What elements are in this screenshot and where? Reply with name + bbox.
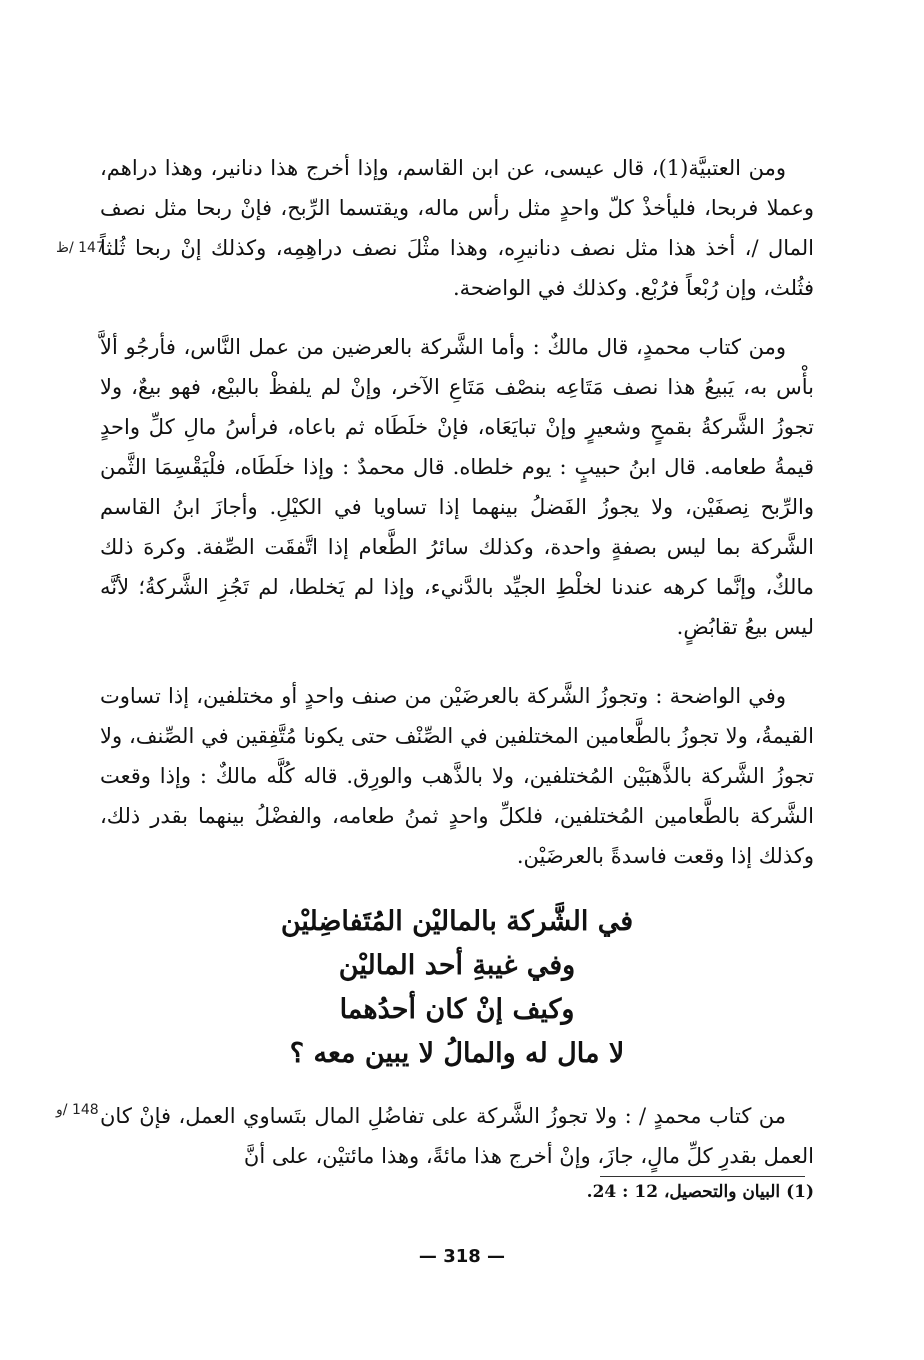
heading-line-1: في الشَّركة بالماليْن المُتَفاضِليْن	[280, 906, 634, 937]
paragraph-4-text: من كتاب محمدٍ / : ولا تجوزُ الشَّركة على تفاضُلِ المال بتَساوي العمل، فإنْ كان العمل بقدرِ كلِّ مالٍ، جازَ، وإنْ أخرج هذا مائةً، وهذا مائتيْن، على أنَّ	[100, 1104, 814, 1168]
footnote: (1) البيان والتحصيل، 12 : 24.	[586, 1182, 814, 1202]
heading-line-3: وكيف إنْ كان أحدُهما	[339, 994, 575, 1025]
paragraph-2	[100, 327, 814, 661]
paragraph-1-text: ومن العتبيَّة(1)، قال عيسى، عن ابن القاسم، وإذا أخرج هذا دنانير، وهذا دراهم، وعملا فربحا، فليأخذْ كلّ واحدٍ مثل رأس ماله، ويقتسما الرِّبح، فإنْ ربحا مثل نصف المال /، أخذ هذا مثل نصف دنانيرِه، وهذا مثْلَ نصف دراهِمِه، وكذلك إنْ ربحا ثُلثاً فثُلث، وإن رُبْعاً فرُبْع. وكذلك في الواضحة.	[100, 156, 814, 300]
section-heading	[100, 900, 814, 1076]
heading-line-4: لا مال له والمالُ لا يبين معه ؟	[289, 1038, 625, 1069]
page-number: — 318 —	[418, 1246, 506, 1267]
footnote-divider	[600, 1176, 805, 1177]
paragraph-1	[100, 148, 814, 322]
margin-folio-note: 147 /ظ	[56, 240, 105, 256]
margin-folio-note-2: 148 /و	[56, 1102, 99, 1118]
paragraph-3-text: وفي الواضحة : وتجوزُ الشَّركة بالعرضَيْن من صنف واحدٍ أو مختلفين، إذا تساوت القيمةُ، ولا تجوزُ بالطَّعامين المختلفين في الصِّنْف حتى يكونا مُتَّفِقين في الصِّنف، ولا تجوزُ الشَّركة بالذَّهبَيْن المُختلفين، ولا بالذَّهب والورِق. قاله كُلَّه مالكٌ : وإذا وقعت الشَّركة بالطَّعامين المُختلفين، فلكلِّ واحدٍ ثمنُ طعامه، والفضْلُ بينهما بقدر ذلك، وكذلك إذا وقعت فاسدةً بالعرضَيْن.	[100, 684, 814, 868]
paragraph-2-text: ومن كتاب محمدٍ، قال مالكٌ : وأما الشَّركة بالعرضين من عمل النَّاس، فأرجُو ألاَّ بأْس به، يَبيعُ هذا نصف مَتَاعِه بنصْف مَتَاعِ الآخر، وإنْ لم يلفظْ بالبيْع، فهو بيعٌ، ولا تجوزُ الشَّركةُ بقمحٍ وشعيرٍ وإنْ تبايَعَاه، فإنْ خلَطَاه ثم باعاه، فرأسُ مالِ كلِّ واحدٍ قيمةُ طعامه. قال ابنُ حبيبٍ : يوم خلطاه. قال محمدٌ : وإذا خلَطَاه، فلْيَقْسِمَا الثَّمن والرِّبح نِصفَيْن، ولا يجوزُ الفَضلُ بينهما إذا تساويا في الكيْلِ. وأجازَ ابنُ القاسم الشَّركة بما ليس بصفةٍ واحدة، وكذلك سائرُ الطَّعام إذا اتَّفقَت الصِّفة. وكرهَ ذلك مالكٌ، وإنَّما كرهه عندنا لخلْطِ الجيِّد بالدَّنيء، وإذا لم يَخلطا، لم تَجُزِ الشَّركةُ؛ لأنَّه ليس بيعُ تقابُضٍ.	[100, 335, 814, 639]
paragraph-3	[100, 676, 814, 890]
heading-line-2: وفي غيبةِ أحد الماليْن	[338, 950, 576, 981]
